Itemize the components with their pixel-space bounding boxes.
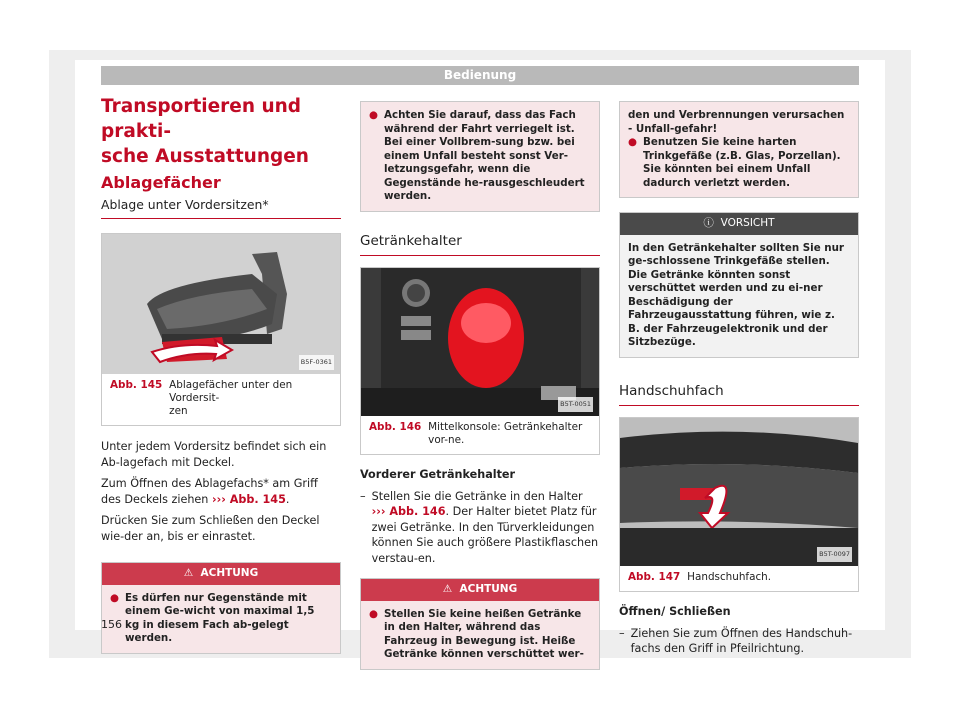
page-number: 156 xyxy=(101,618,122,631)
bullet-icon: ● xyxy=(110,591,119,604)
figure-reference-link[interactable]: ››› Abb. 145 xyxy=(211,492,286,506)
figure-reference-link[interactable]: ››› Abb. 146 xyxy=(371,505,446,518)
column-3 xyxy=(619,101,859,657)
column-1 xyxy=(101,94,341,654)
info-circle-icon: ⓘ xyxy=(703,217,714,229)
figure-code: B5T-0051 xyxy=(558,397,593,413)
paragraph: Drücken Sie zum Schließen den Deckel wie-der an, bis er einrastet. xyxy=(101,514,320,543)
subheading: Vorderer Getränkehalter xyxy=(360,468,516,481)
warning-box xyxy=(360,578,600,670)
column-2 xyxy=(360,101,600,670)
subheading: Öffnen/ Schließen xyxy=(619,605,731,618)
glovebox-image xyxy=(620,418,858,566)
figure-caption: Abb. 146 Mittelkonsole: Getränkehalter vor-ne. xyxy=(369,421,583,446)
warning-body: ● Stellen Sie keine heißen Getränke in den Halter, während das Fahrzeug in Bewegung ist. Heiße Getränke können verschüttet wer- xyxy=(361,601,599,669)
list-item: – Stellen Sie die Getränke in den Halter ››› Abb. 146. Der Halter bietet Platz für zwei Getränke. In den Türverkleidungen können Sie auch größere Plastikflaschen verstau-en. xyxy=(360,489,599,565)
warning-body: ● Es dürfen nur Gegenstände mit einem Ge-wicht von maximal 1,5 kg in diesem Fach ab-gelegt werden. xyxy=(102,585,340,653)
figure-caption: Abb. 145 Ablagefächer unter den Vordersit- zen xyxy=(110,379,293,417)
figure-146 xyxy=(360,267,600,455)
warning-box xyxy=(101,562,341,654)
chapter-title: Transportieren und prakti- sche Ausstattungen xyxy=(101,96,309,167)
bullet-icon: ● xyxy=(369,109,378,121)
paragraph: Zum Öffnen des Ablagefachs* am Griff des Deckels ziehen ››› Abb. 145. xyxy=(101,477,318,506)
bullet-icon: ● xyxy=(628,136,637,148)
figure-code: B5T-0097 xyxy=(817,547,852,563)
warning-header: ⚠ ACHTUNG xyxy=(361,579,599,601)
seat-image xyxy=(102,234,340,374)
section-title: Handschuhfach xyxy=(619,384,859,407)
warning-triangle-icon: ⚠ xyxy=(442,583,453,595)
warning-header: ⚠ ACHTUNG xyxy=(102,563,340,585)
caution-box xyxy=(619,212,859,358)
warning-box-continued: den und Verbrennungen verursachen - Unfall-gefahr! ● Benutzen Sie keine harten Trinkgefäße (z.B. Glas, Porzellan). Sie könnten bei einem Unfall dadurch verletzt werden. xyxy=(619,101,859,198)
warning-box-continued: ● Achten Sie darauf, dass das Fach während der Fahrt verriegelt ist. Bei einer Vollbrem-sung bzw. bei einem Unfall besteht sonst Ver-letzungsgefahr, wenn die Gegenstände he-rausgeschleudert werden. xyxy=(360,101,600,212)
cupholder-illustration xyxy=(361,268,599,416)
header-bar: Bedienung xyxy=(101,66,859,85)
figure-145 xyxy=(101,233,341,426)
subtitle: Ablagefächer xyxy=(101,173,221,192)
figure-147 xyxy=(619,417,859,592)
list-item: – Ziehen Sie zum Öffnen des Handschuh-fachs den Griff in Pfeilrichtung. xyxy=(619,626,853,655)
figure-caption: Abb. 147 Handschuhfach. xyxy=(628,571,772,583)
section-title: Getränkehalter xyxy=(360,234,600,257)
glovebox-illustration xyxy=(620,418,858,566)
seat-illustration xyxy=(102,234,340,374)
figure-code: B5F-0361 xyxy=(299,355,334,371)
caution-header: ⓘ VORSICHT xyxy=(620,213,858,235)
cupholder-image xyxy=(361,268,599,416)
bullet-icon: ● xyxy=(369,607,378,620)
paragraph: Unter jedem Vordersitz befindet sich ein Ab-lagefach mit Deckel. xyxy=(101,440,327,469)
section-title: Ablage unter Vordersitzen* xyxy=(101,197,341,220)
caution-body: In den Getränkehalter sollten Sie nur ge-schlossene Trinkgefäße stellen. Die Getränke könnten sonst verschüttet werden und zu ei-ner Beschädigung der Fahrzeugausstattung führen, wie z. B. der Fahrzeugelektronik und der Sitzbezüge. xyxy=(620,235,858,357)
warning-triangle-icon: ⚠ xyxy=(183,567,194,579)
